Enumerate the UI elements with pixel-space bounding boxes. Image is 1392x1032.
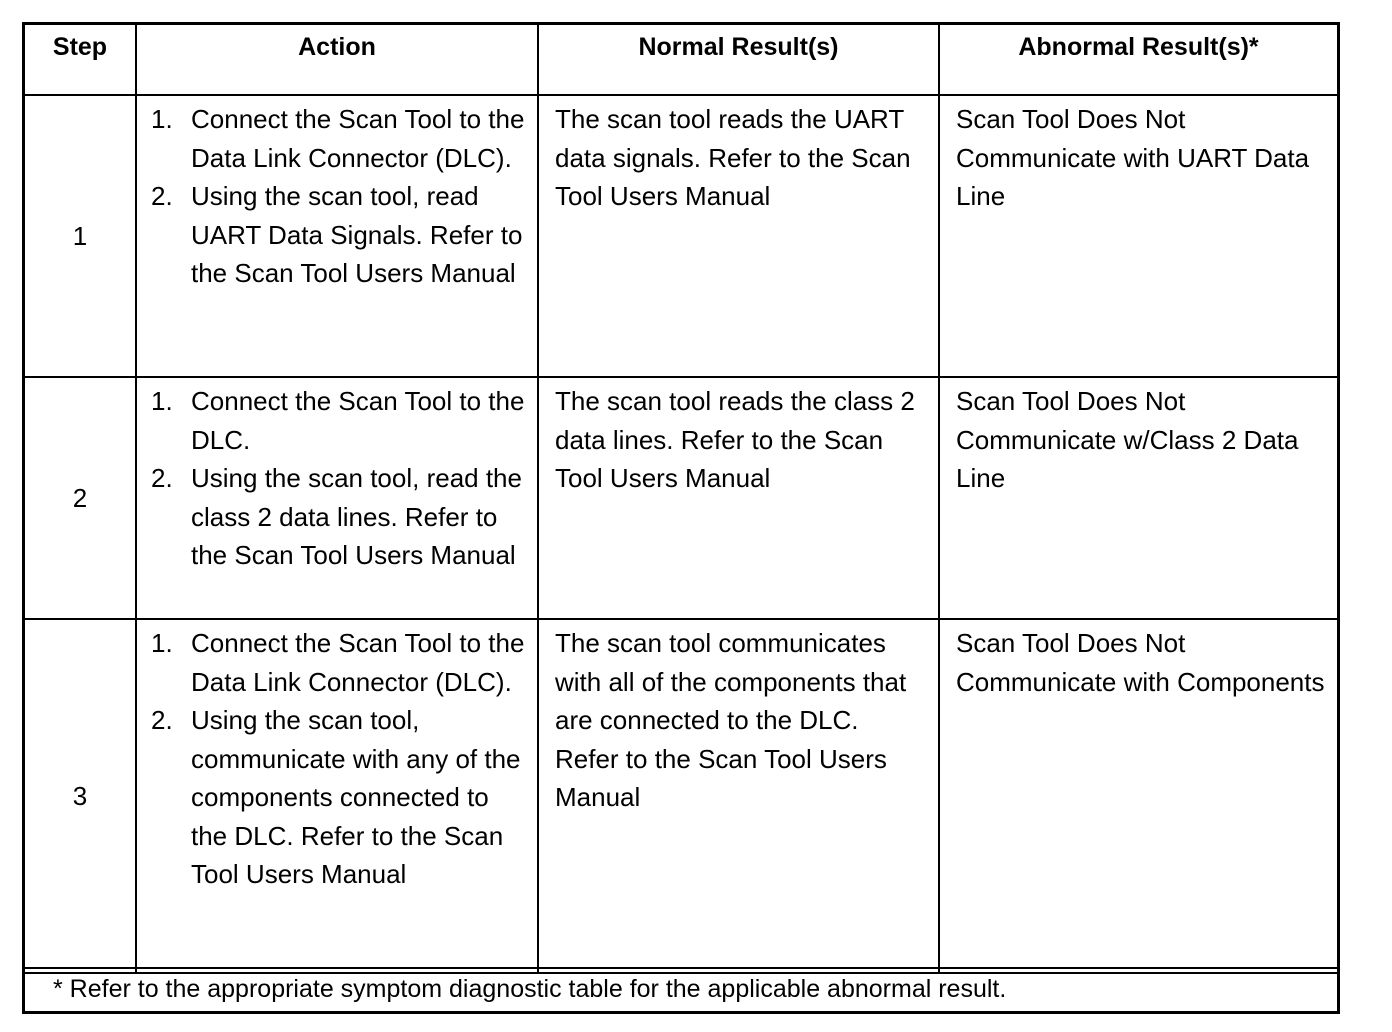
action-cell	[136, 95, 538, 377]
normal-result-cell	[538, 619, 939, 973]
abnormal-result-text: Scan Tool Does Not Communicate with UART Data Line	[956, 104, 1310, 211]
action-number: 1.	[151, 386, 173, 416]
action-item	[151, 382, 531, 459]
action-item	[151, 100, 531, 177]
abnormal-result-text: Scan Tool Does Not Communicate with Components	[956, 628, 1325, 697]
action-item	[151, 459, 531, 575]
table-row	[25, 619, 1337, 973]
step-number: 1	[25, 95, 136, 377]
normal-result-cell	[538, 377, 939, 619]
action-list	[137, 96, 537, 293]
action-number: 2.	[151, 463, 173, 493]
step-number: 2	[25, 377, 136, 619]
abnormal-result-cell	[939, 377, 1337, 619]
action-text: Using the scan tool, read the class 2 data lines. Refer to the Scan Tool Users Manual	[191, 463, 522, 570]
diagnostic-table	[25, 25, 1337, 974]
table-row	[25, 377, 1337, 619]
action-text: Connect the Scan Tool to the DLC.	[191, 386, 525, 455]
table-footnote: * Refer to the appropriate symptom diagnostic table for the applicable abnormal result.	[25, 967, 1337, 1011]
action-list	[137, 378, 537, 575]
action-text: Connect the Scan Tool to the Data Link Connector (DLC).	[191, 628, 525, 697]
normal-result-text: The scan tool reads the UART data signals. Refer to the Scan Tool Users Manual	[555, 104, 911, 211]
action-item	[151, 701, 531, 894]
action-number: 2.	[151, 705, 173, 735]
action-item	[151, 177, 531, 293]
header-action: Action	[136, 25, 538, 95]
header-step: Step	[25, 25, 136, 95]
action-item	[151, 624, 531, 701]
action-number: 1.	[151, 628, 173, 658]
action-cell	[136, 619, 538, 973]
step-number: 3	[25, 619, 136, 973]
header-row	[25, 25, 1337, 95]
header-abnormal-results: Abnormal Result(s)*	[939, 25, 1337, 95]
normal-result-cell	[538, 95, 939, 377]
abnormal-result-text: Scan Tool Does Not Communicate w/Class 2 Data Line	[956, 386, 1299, 493]
action-list	[137, 620, 537, 894]
action-number: 1.	[151, 104, 173, 134]
abnormal-result-cell	[939, 95, 1337, 377]
action-text: Using the scan tool, read UART Data Signals. Refer to the Scan Tool Users Manual	[191, 181, 523, 288]
table-row	[25, 95, 1337, 377]
abnormal-result-cell	[939, 619, 1337, 973]
normal-result-text: The scan tool communicates with all of the components that are connected to the DLC. Refer to the Scan Tool Users Manual	[555, 628, 907, 812]
action-text: Using the scan tool, communicate with any of the components connected to the DLC. Refer to the Scan Tool Users Manual	[191, 705, 521, 889]
normal-result-text: The scan tool reads the class 2 data lines. Refer to the Scan Tool Users Manual	[555, 386, 915, 493]
diagnostic-table-sheet	[22, 22, 1340, 1014]
header-normal-results: Normal Result(s)	[538, 25, 939, 95]
action-cell	[136, 377, 538, 619]
action-number: 2.	[151, 181, 173, 211]
action-text: Connect the Scan Tool to the Data Link Connector (DLC).	[191, 104, 525, 173]
